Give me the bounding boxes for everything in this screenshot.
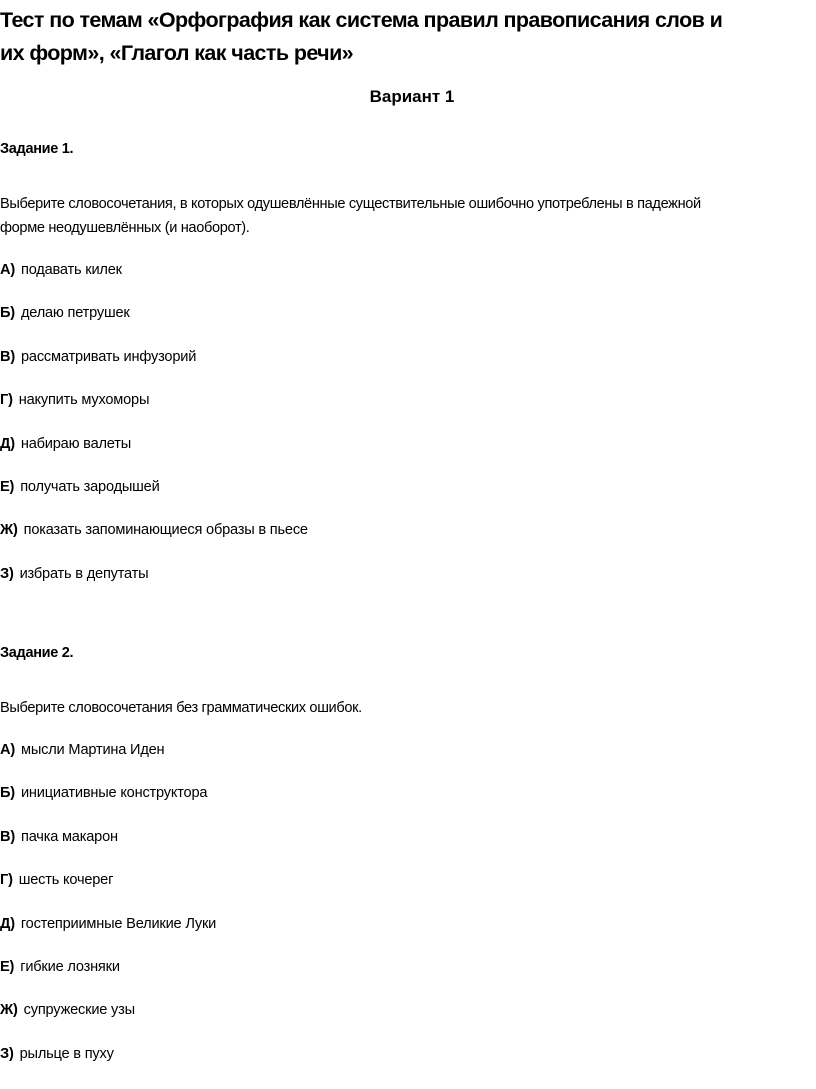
- answer-option: [0, 1002, 135, 1018]
- option-letter: В): [0, 348, 15, 365]
- answer-option: [0, 479, 160, 495]
- answer-option: [0, 522, 308, 538]
- option-text: подавать килек: [21, 262, 122, 278]
- option-text: получать зародышей: [20, 479, 160, 495]
- answer-option: [0, 959, 120, 975]
- answer-option: [0, 349, 196, 365]
- option-letter: В): [0, 828, 15, 845]
- option-letter: А): [0, 742, 15, 758]
- option-text: накупить мухоморы: [18, 392, 150, 409]
- task-1-heading: Задание 1.: [0, 141, 74, 157]
- option-text: показать запоминающиеся образы в пьесе: [23, 522, 308, 539]
- answer-option: [0, 305, 130, 321]
- option-letter: З): [0, 565, 14, 582]
- option-text: инициативные конструктора: [20, 785, 208, 802]
- option-letter: Ж): [0, 1002, 18, 1019]
- option-text: рыльце в пуху: [19, 1045, 114, 1062]
- task-1-prompt-line-2: форме неодушевлённых (и наоборот).: [0, 220, 250, 236]
- option-text: набираю валеты: [20, 435, 132, 452]
- answer-option: [0, 872, 113, 888]
- option-letter: З): [0, 1045, 14, 1062]
- option-text: мысли Мартина Иден: [21, 742, 165, 758]
- option-letter: Г): [0, 872, 13, 889]
- option-letter: Б): [0, 305, 15, 322]
- option-text: гостеприимные Великие Луки: [20, 915, 217, 932]
- option-text: рассматривать инфузорий: [21, 348, 197, 365]
- answer-option: [0, 392, 149, 408]
- answer-option: [0, 916, 216, 932]
- answer-option: [0, 262, 122, 278]
- option-text: супружеские узы: [23, 1002, 135, 1019]
- task-2-prompt: Выберите словосочетания без грамматических ошибок.: [0, 700, 362, 716]
- option-letter: Д): [0, 435, 15, 452]
- option-letter: Е): [0, 479, 15, 495]
- option-letter: Д): [0, 915, 15, 932]
- task-1-prompt-line-1: Выберите словосочетания, в которых одушевлённые существительные ошибочно употреблены в падежной: [0, 196, 701, 212]
- option-text: избрать в депутаты: [19, 565, 149, 582]
- option-letter: Г): [0, 392, 13, 409]
- document-title-line-2: их форм», «Глагол как часть речи»: [0, 41, 354, 65]
- option-text: делаю петрушек: [20, 305, 130, 322]
- option-text: пачка макарон: [21, 828, 118, 845]
- task-2-heading: Задание 2.: [0, 645, 74, 661]
- answer-option: [0, 829, 118, 845]
- answer-option: [0, 1046, 114, 1062]
- option-letter: Б): [0, 785, 15, 802]
- option-letter: Е): [0, 959, 15, 975]
- answer-option: [0, 742, 164, 758]
- answer-option: [0, 785, 207, 801]
- option-text: гибкие лозняки: [20, 959, 120, 975]
- variant-heading: Вариант 1: [369, 87, 455, 106]
- answer-option: [0, 566, 148, 582]
- document-title-line-1: Тест по темам «Орфография как система правил правописания слов и: [0, 8, 723, 32]
- option-letter: Ж): [0, 522, 18, 539]
- option-letter: А): [0, 262, 15, 278]
- option-text: шесть кочерег: [18, 872, 114, 889]
- answer-option: [0, 436, 131, 452]
